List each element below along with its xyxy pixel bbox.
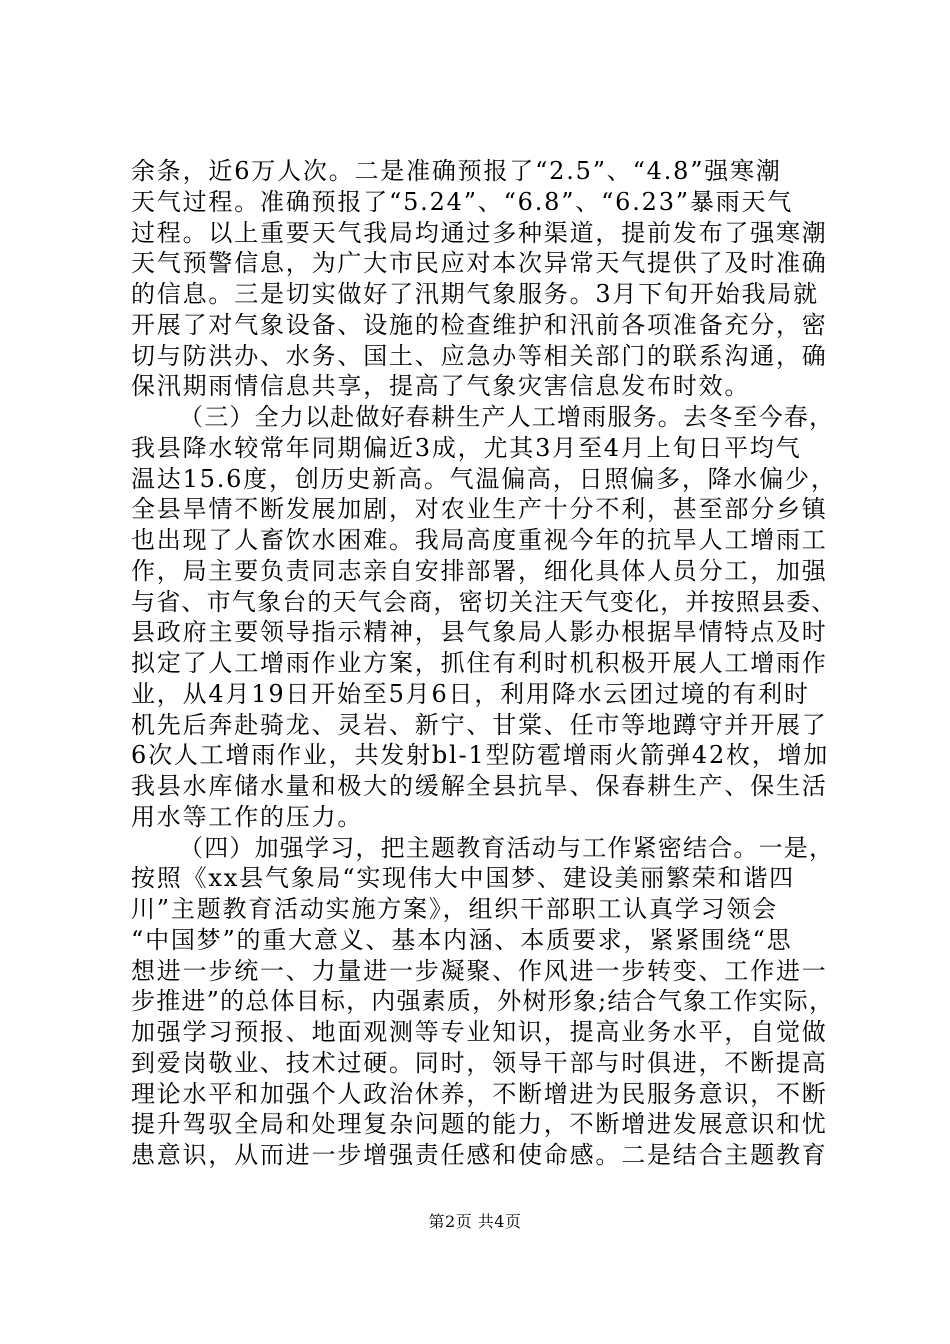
text-line: 过程。以上重要天气我局均通过多种渠道，提前发布了强寒潮 [131, 218, 828, 247]
text-line: 业，从4月19日开始至5月6日，利用降水云团过境的有利时 [131, 679, 810, 708]
text-line: 天气过程。准确预报了“5.24”、“6.8”、“6.23”暴雨天气 [131, 187, 794, 216]
text-line: 我县水库储水量和极大的缓解全县抗旱、保春耕生产、保生活 [131, 772, 828, 800]
text-line: 与省、市气象台的天气会商，密切关注天气变化，并按照县委、 [131, 587, 837, 616]
text-line: 天气预警信息，为广大市民应对本次异常天气提供了及时准确 [131, 249, 828, 278]
text-line: 温达15.6度，创历史新高。气温偏高，日照偏多，降水偏少， [131, 464, 837, 493]
text-line: 加强学习预报、地面观测等专业知识，提高业务水平，自觉做 [131, 1018, 828, 1046]
document-body [131, 156, 837, 1171]
text-line: （三）全力以赴做好春耕生产人工增雨服务。去冬至今春， [179, 403, 835, 431]
text-line: 提升驾驭全局和处理复杂问题的能力，不断增进发展意识和忧 [131, 1110, 828, 1139]
text-line: 拟定了人工增雨作业方案，抓住有利时机积极开展人工增雨作 [131, 649, 828, 677]
text-line: 切与防洪办、水务、国土、应急办等相关部门的联系沟通，确 [131, 341, 828, 370]
text-line: 的信息。三是切实做好了汛期气象服务。3月下旬开始我局就 [131, 280, 819, 308]
text-line: 全县旱情不断发展加剧，对农业生产十分不利，甚至部分乡镇 [131, 495, 828, 524]
text-line: 用水等工作的压力。 [131, 802, 364, 831]
page-footer: 第2页 共4页 [428, 1212, 522, 1231]
text-line: 到爱岗敬业、技术过硬。同时，领导干部与时俱进，不断提高 [131, 1048, 828, 1077]
text-line: 机先后奔赴骑龙、灵岩、新宁、甘棠、任市等地蹲守并开展了 [131, 710, 828, 739]
text-line: 也出现了人畜饮水困难。我局高度重视今年的抗旱人工增雨工 [131, 526, 828, 554]
text-line: 保汛期雨情信息共享，提高了气象灾害信息发布时效。 [131, 372, 751, 401]
text-line: 县政府主要领导指示精神，县气象局人影办根据旱情特点及时 [131, 618, 828, 647]
text-line: 想进一步统一、力量进一步凝聚、作风进一步转变、工作进一 [131, 956, 828, 985]
text-line: 川”主题教育活动实施方案》，组织干部职工认真学习领会 [131, 895, 779, 923]
text-line: “中国梦”的重大意义、基本内涵、本质要求，紧紧围绕“思 [131, 925, 793, 954]
text-line: 患意识，从而进一步增强责任感和使命感。二是结合主题教育 [131, 1141, 828, 1169]
text-line: 我县降水较常年同期偏近3成，尤其3月至4月上旬日平均气 [131, 433, 802, 462]
text-line: 余条，近6万人次。二是准确预报了“2.5”、“4.8”强寒潮 [131, 157, 782, 185]
text-line: 开展了对气象设备、设施的检查维护和汛前各项准备充分，密 [131, 310, 828, 339]
text-line: （四）加强学习，把主题教育活动与工作紧密结合。一是， [179, 833, 835, 862]
text-line: 步推进”的总体目标，内强素质，外树形象;结合气象工作实际， [131, 987, 835, 1016]
text-line: 理论水平和加强个人政治休养，不断增进为民服务意识，不断 [131, 1079, 828, 1108]
text-line: 6次人工增雨作业，共发射bl-1型防雹增雨火箭弹42枚，增加 [131, 741, 830, 770]
text-line: 作，局主要负责同志亲自安排部署，细化具体人员分工，加强 [131, 556, 828, 585]
text-line: 按照《xx县气象局“实现伟大中国梦、建设美丽繁荣和谐四 [131, 864, 795, 893]
